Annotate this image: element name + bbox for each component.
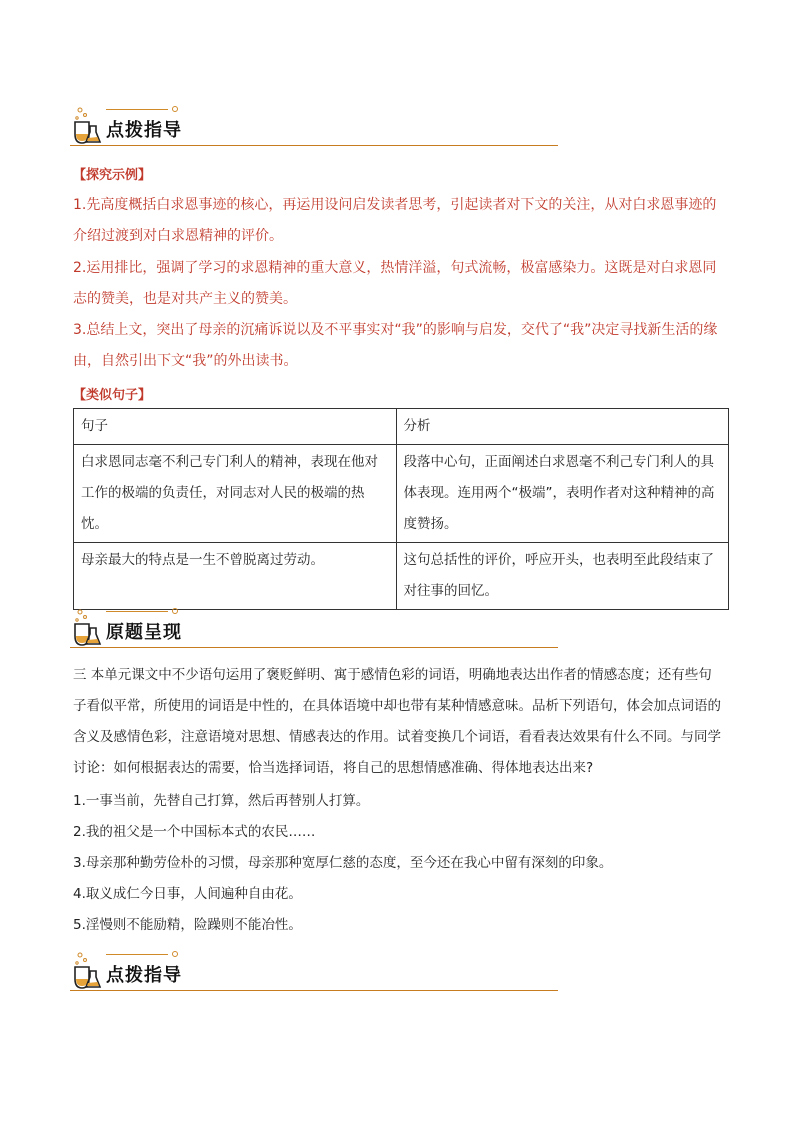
example-paragraph-2: 2.运用排比，强调了学习的求恩精神的重大意义，热情洋溢，句式流畅，极富感染力。这既是对白求恩同志的赞美，也是对共产主义的赞美。 <box>73 260 717 307</box>
section-divider <box>70 647 558 648</box>
example-tag: 【探究示例】 <box>73 168 152 183</box>
similar-tag: 【类似句子】 <box>73 388 152 403</box>
question-item-5: 5.淫慢则不能励精，险躁则不能冶性。 <box>73 917 302 933</box>
table-row <box>74 445 729 543</box>
section-header-guide <box>70 106 558 152</box>
section-divider <box>70 990 558 991</box>
example-paragraph-3: 3.总结上文，突出了母亲的沉痛诉说以及不平事实对“我”的影响与启发，交代了“我”决定寻找新生活的缘由，自然引出下文“我”的外出读书。 <box>73 322 718 369</box>
question-item-2: 2.我的祖父是一个中国标本式的农民…… <box>73 824 316 840</box>
header-accent-line <box>106 109 168 110</box>
flask-icon <box>70 106 102 146</box>
table-cell-analysis: 这句总括性的评价，呼应开头，也表明至此段结束了对往事的回忆。 <box>396 543 729 610</box>
flask-icon <box>70 951 102 991</box>
header-accent-dot <box>172 951 178 957</box>
flask-icon <box>70 608 102 648</box>
analysis-table <box>73 408 729 610</box>
table-cell-sentence: 母亲最大的特点是一生不曾脱离过劳动。 <box>74 543 397 610</box>
header-accent-dot <box>172 106 178 112</box>
question-item-4: 4.取义成仁今日事，人间遍种自由花。 <box>73 886 302 902</box>
section-title: 原题呈现 <box>106 622 182 643</box>
section-title: 点拨指导 <box>106 120 182 141</box>
table-header-sentence: 句子 <box>74 409 397 445</box>
section-header-guide <box>70 951 558 997</box>
section-header-original <box>70 608 558 654</box>
table-cell-analysis: 段落中心句，正面阐述白求恩毫不利己专门利人的具体表现。连用两个“极端”，表明作者对这种精神的高度赞扬。 <box>396 445 729 543</box>
table-row <box>74 543 729 610</box>
section-divider <box>70 145 558 146</box>
table-header-analysis: 分析 <box>396 409 729 445</box>
question-intro: 三 本单元课文中不少语句运用了褒贬鲜明、寓于感情色彩的词语，明确地表达出作者的情感态度；还有些句子看似平常，所使用的词语是中性的，在具体语境中却也带有某种情感意味。品析下列语句，体会加点词语的含义及感情色彩，注意语境对思想、情感表达的作用。试着变换几个词语，看看表达效果有什么不同。与同学讨论：如何根据表达的需要，恰当选择词语，将自己的思想情感准确、得体地表达出来? <box>73 667 721 776</box>
header-accent-line <box>106 954 168 955</box>
table-header-row <box>74 409 729 445</box>
table-cell-sentence: 白求恩同志毫不利己专门利人的精神，表现在他对工作的极端的负责任，对同志对人民的极端的热忱。 <box>74 445 397 543</box>
section-title: 点拨指导 <box>106 965 182 986</box>
header-accent-dot <box>172 608 178 614</box>
header-accent-line <box>106 611 168 612</box>
example-paragraph-1: 1.先高度概括白求恩事迹的核心，再运用设问启发读者思考，引起读者对下文的关注，从对白求恩事迹的介绍过渡到对白求恩精神的评价。 <box>73 197 717 244</box>
question-item-1: 1.一事当前，先替自己打算，然后再替别人打算。 <box>73 793 370 809</box>
question-item-3: 3.母亲那种勤劳俭朴的习惯，母亲那种宽厚仁慈的态度，至今还在我心中留有深刻的印象。 <box>73 855 613 871</box>
